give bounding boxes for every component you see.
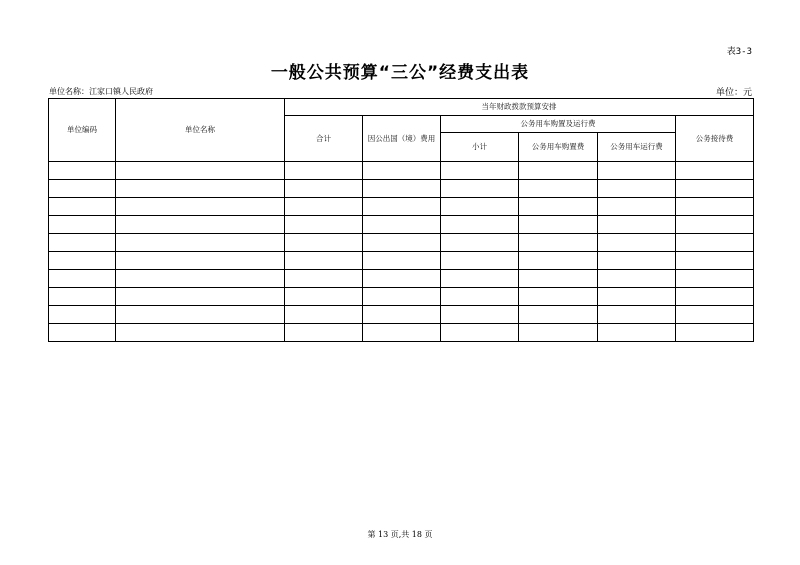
table-cell: [598, 198, 676, 216]
table-cell: [285, 180, 363, 198]
table-cell: [441, 162, 519, 180]
table-cell: [441, 252, 519, 270]
table-cell: [441, 324, 519, 342]
table-cell: [363, 162, 441, 180]
header-current-year-budget: 当年财政拨款预算安排: [285, 99, 754, 116]
table-cell: [285, 162, 363, 180]
table-cell: [598, 234, 676, 252]
table-cell: [285, 270, 363, 288]
table-row: [49, 306, 754, 324]
table-cell: [598, 216, 676, 234]
table-cell: [363, 234, 441, 252]
page-title: 一般公共预算“三公”经费支出表: [270, 63, 530, 83]
table-cell: [598, 270, 676, 288]
table-cell: [598, 306, 676, 324]
form-number: 表3-3: [726, 47, 752, 57]
unit-name-label: 单位名称：江家口镇人民政府: [49, 87, 153, 96]
table-cell: [519, 216, 598, 234]
table-cell: [363, 198, 441, 216]
budget-table: [48, 98, 754, 342]
table-row: [49, 198, 754, 216]
currency-unit-label: 单位：元: [715, 88, 752, 98]
table-cell: [441, 234, 519, 252]
table-cell: [676, 252, 754, 270]
table-cell: [519, 270, 598, 288]
table-cell: [519, 234, 598, 252]
table-cell: [519, 306, 598, 324]
table-cell: [363, 270, 441, 288]
table-row: [49, 324, 754, 342]
table-cell: [116, 270, 285, 288]
table-cell: [676, 270, 754, 288]
header-row-1: [49, 99, 754, 116]
table-cell: [49, 324, 116, 342]
table-cell: [49, 288, 116, 306]
table-cell: [116, 216, 285, 234]
table-row: [49, 234, 754, 252]
table-cell: [519, 288, 598, 306]
table-cell: [285, 288, 363, 306]
table-cell: [441, 288, 519, 306]
table-cell: [116, 180, 285, 198]
header-total: 合计: [285, 116, 363, 162]
page-footer: 第 13 页,共 18 页: [367, 530, 433, 539]
header-vehicle-group: 公务用车购置及运行费: [441, 116, 676, 133]
table-cell: [49, 180, 116, 198]
table-row: [49, 180, 754, 198]
table-cell: [116, 306, 285, 324]
header-vehicle-operation: 公务用车运行费: [598, 133, 676, 162]
table-cell: [598, 252, 676, 270]
header-vehicle-purchase: 公务用车购置费: [519, 133, 598, 162]
table-cell: [519, 198, 598, 216]
table-cell: [441, 270, 519, 288]
table-cell: [676, 198, 754, 216]
table-cell: [363, 324, 441, 342]
table-cell: [116, 162, 285, 180]
table-cell: [285, 234, 363, 252]
table-cell: [363, 180, 441, 198]
table-row: [49, 216, 754, 234]
header-overseas-travel: 因公出国（境）费用: [363, 116, 441, 162]
table-cell: [363, 306, 441, 324]
table-cell: [519, 252, 598, 270]
table-cell: [285, 324, 363, 342]
table-row: [49, 288, 754, 306]
table-cell: [441, 198, 519, 216]
table-row: [49, 162, 754, 180]
table-cell: [519, 324, 598, 342]
table-cell: [116, 324, 285, 342]
header-vehicle-subtotal: 小计: [441, 133, 519, 162]
table-cell: [676, 324, 754, 342]
table-cell: [441, 306, 519, 324]
table-cell: [676, 306, 754, 324]
table-cell: [363, 288, 441, 306]
table-cell: [49, 234, 116, 252]
table-cell: [598, 162, 676, 180]
table-cell: [363, 252, 441, 270]
table-cell: [49, 306, 116, 324]
table-cell: [285, 252, 363, 270]
table-cell: [441, 180, 519, 198]
table-cell: [116, 198, 285, 216]
table-row: [49, 270, 754, 288]
table-cell: [519, 162, 598, 180]
table-cell: [49, 162, 116, 180]
table-cell: [285, 198, 363, 216]
table-row: [49, 252, 754, 270]
table-cell: [116, 252, 285, 270]
table-cell: [676, 180, 754, 198]
table-cell: [676, 162, 754, 180]
table-cell: [598, 324, 676, 342]
table-cell: [363, 216, 441, 234]
header-unit-name: 单位名称: [116, 99, 285, 162]
table-cell: [598, 288, 676, 306]
table-cell: [285, 216, 363, 234]
table-cell: [676, 216, 754, 234]
table-cell: [285, 306, 363, 324]
header-reception: 公务接待费: [676, 116, 754, 162]
header-unit-code: 单位编码: [49, 99, 116, 162]
table-cell: [116, 288, 285, 306]
table-cell: [49, 198, 116, 216]
table-cell: [441, 216, 519, 234]
table-cell: [676, 234, 754, 252]
table-cell: [676, 288, 754, 306]
table-cell: [49, 216, 116, 234]
table-cell: [49, 270, 116, 288]
table-cell: [49, 252, 116, 270]
table-cell: [519, 180, 598, 198]
table-cell: [116, 234, 285, 252]
table-cell: [598, 180, 676, 198]
